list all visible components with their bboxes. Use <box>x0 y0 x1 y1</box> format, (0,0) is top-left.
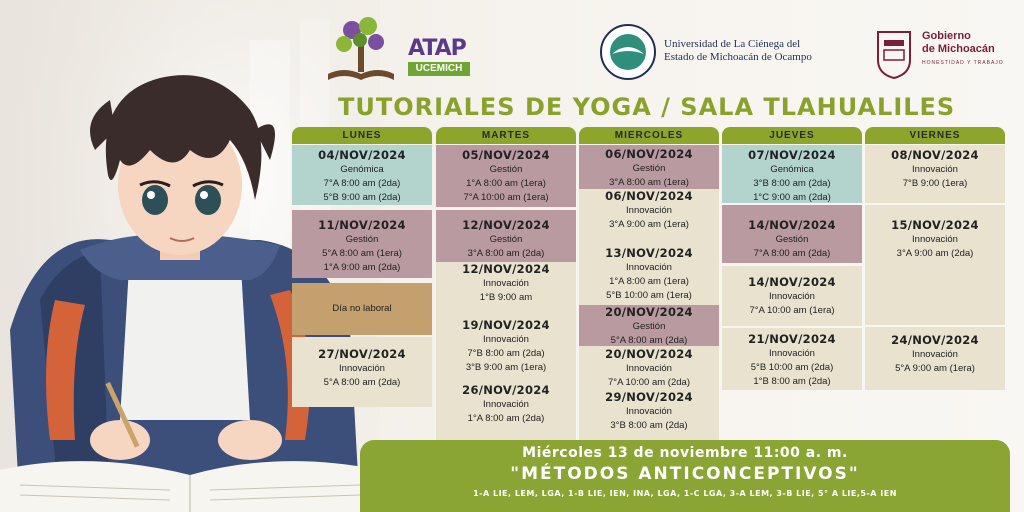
session-topic: Gestión <box>632 163 666 174</box>
session-date: 29/NOV/2024 <box>605 390 693 404</box>
session-date: 08/NOV/2024 <box>891 148 979 162</box>
session-group: 3°A 8:00 am (1era) <box>609 177 689 188</box>
session-group: 7°B 8:00 am (2da) <box>467 348 545 359</box>
session-topic: Genómica <box>340 164 384 175</box>
session-topic: Gestión <box>775 234 809 245</box>
session-topic: Innovación <box>912 164 958 175</box>
session-card <box>722 328 862 390</box>
session-date: 12/NOV/2024 <box>462 262 550 276</box>
session-card <box>292 210 432 278</box>
session-topic: Gestión <box>489 234 523 245</box>
university-name-line2: Estado de Michoacán de Ocampo <box>664 51 812 63</box>
session-card <box>292 337 432 407</box>
session-topic: Innovación <box>769 348 815 359</box>
session-date: 15/NOV/2024 <box>891 218 979 232</box>
session-date: 13/NOV/2024 <box>605 246 693 260</box>
column-lunes <box>292 127 432 144</box>
column-jueves <box>722 127 862 144</box>
day-header-lunes: LUNES <box>292 127 432 144</box>
session-group: 1°B 8:00 am (2da) <box>753 376 831 387</box>
session-group: 3°B 8:00 am (2da) <box>610 420 688 431</box>
session-topic: Innovación <box>769 291 815 302</box>
session-card-group <box>436 262 576 440</box>
session-group: 5°A 8:00 am (2da) <box>323 377 401 388</box>
session-date: 24/NOV/2024 <box>891 333 979 347</box>
session-topic: Innovación <box>626 363 672 374</box>
session-topic: Innovación <box>483 399 529 410</box>
session-group: 3°A 9:00 am (1era) <box>609 219 689 230</box>
university-logo <box>598 22 818 82</box>
session-group: 3°B 8:00 am (2da) <box>753 178 831 189</box>
session-card <box>436 145 576 207</box>
session-topic: Gestión <box>345 234 379 245</box>
session-group: 1°B 9:00 am <box>479 292 533 303</box>
session-card-group <box>579 346 719 440</box>
day-header-jueves: JUEVES <box>722 127 862 144</box>
session-card <box>579 305 719 346</box>
session-date: 14/NOV/2024 <box>748 275 836 289</box>
event-title: "MÉTODOS ANTICONCEPTIVOS" <box>510 464 860 484</box>
government-motto: HONESTIDAD Y TRABAJO <box>922 60 1004 66</box>
session-group: 1°A 8:00 am (1era) <box>609 276 689 287</box>
column-miercoles <box>579 127 719 144</box>
session-group: 7°A 10:00 am (1era) <box>749 305 835 316</box>
session-topic: Innovación <box>339 363 385 374</box>
session-card <box>292 145 432 205</box>
session-topic: Innovación <box>626 406 672 417</box>
ucemich-label: UCEMICH <box>408 62 470 76</box>
session-group: 3°B 9:00 am (1era) <box>465 362 547 373</box>
session-topic: Gestión <box>489 164 523 175</box>
tree-book-icon <box>322 14 402 86</box>
session-date: 06/NOV/2024 <box>605 147 693 161</box>
session-group: 7°B 9:00 (1era) <box>902 178 968 189</box>
session-card <box>436 210 576 262</box>
session-group: 7°A 10:00 am (2da) <box>608 377 690 388</box>
session-card <box>722 145 862 203</box>
day-header-viernes: VIERNES <box>865 127 1005 144</box>
session-card-group <box>579 189 719 305</box>
session-card <box>579 145 719 189</box>
atap-wordmark: ATAP <box>408 36 466 61</box>
session-group: 1°A 9:00 am (2da) <box>323 262 401 273</box>
session-card <box>865 145 1005 203</box>
session-group: 5°B 10:00 am (1era) <box>606 290 692 301</box>
session-topic: Innovación <box>912 349 958 360</box>
session-date: 14/NOV/2024 <box>748 218 836 232</box>
session-group: 3°A 8:00 am (2da) <box>467 248 545 259</box>
session-date: 06/NOV/2024 <box>605 189 693 203</box>
session-group: 5°A 8:00 am (1era) <box>322 248 402 259</box>
session-group: 5°A 8:00 am (2da) <box>610 335 688 346</box>
session-date: 12/NOV/2024 <box>462 218 550 232</box>
schedule-title: TUTORIALES DE YOGA / SALA TLAHUALILES <box>338 93 956 121</box>
atap-logo <box>322 14 482 86</box>
session-card <box>865 205 1005 325</box>
session-group: 5°A 9:00 am (1era) <box>895 363 975 374</box>
session-group: 7°A 8:00 am (2da) <box>323 178 401 189</box>
day-header-martes: MARTES <box>436 127 576 144</box>
session-group: 5°B 10:00 am (2da) <box>750 362 834 373</box>
session-date: 21/NOV/2024 <box>748 332 836 346</box>
session-group: 1°C 9:00 am (2da) <box>753 192 831 203</box>
session-date: 20/NOV/2024 <box>605 347 693 361</box>
session-topic: Innovación <box>626 205 672 216</box>
michoacan-shield-icon <box>874 26 914 80</box>
university-seal-icon <box>598 22 658 82</box>
session-date: 19/NOV/2024 <box>462 318 550 332</box>
government-name-line1: Gobierno <box>922 30 971 42</box>
session-topic: Gestión <box>632 321 666 332</box>
event-datetime: Miércoles 13 de noviembre 11:00 a. m. <box>522 445 848 461</box>
session-group: 3°A 9:00 am (2da) <box>896 248 974 259</box>
government-logo <box>874 26 1004 86</box>
session-date: 04/NOV/2024 <box>318 148 406 162</box>
session-group: 7°A 10:00 am (1era) <box>463 192 549 203</box>
university-name-line1: Universidad de La Ciénega del <box>664 38 801 50</box>
session-card <box>722 266 862 326</box>
event-banner <box>360 440 1010 512</box>
session-card <box>722 205 862 263</box>
session-card <box>865 327 1005 390</box>
day-header-miercoles: MIERCOLES <box>579 127 719 144</box>
session-date: 27/NOV/2024 <box>318 347 406 361</box>
session-date: 11/NOV/2024 <box>318 218 406 232</box>
session-group: 7°A 8:00 am (2da) <box>753 248 831 259</box>
session-topic: Innovación <box>483 278 529 289</box>
session-group: 1°A 8:00 am (1era) <box>466 178 546 189</box>
government-name-line2: de Michoacán <box>922 43 995 55</box>
session-date: 26/NOV/2024 <box>462 383 550 397</box>
session-topic: Innovación <box>626 262 672 273</box>
session-group: 1°A 8:00 am (2da) <box>467 413 545 424</box>
column-viernes <box>865 127 1005 144</box>
session-group: 5°B 9:00 am (2da) <box>323 192 401 203</box>
event-groups: 1-A LIE, LEM, LGA, 1-B LIE, IEN, INA, LGA, 1-C LGA, 3-A LEM, 3-B LIE, 5° A LIE,5-A IEN <box>473 489 897 498</box>
column-martes <box>436 127 576 144</box>
session-date: 20/NOV/2024 <box>605 305 693 319</box>
session-topic: Innovación <box>912 234 958 245</box>
session-date: 05/NOV/2024 <box>462 148 550 162</box>
non-working-day: Día no laboral <box>292 283 432 335</box>
session-topic: Innovación <box>483 334 529 345</box>
session-date: 07/NOV/2024 <box>748 148 836 162</box>
session-topic: Genómica <box>770 164 814 175</box>
